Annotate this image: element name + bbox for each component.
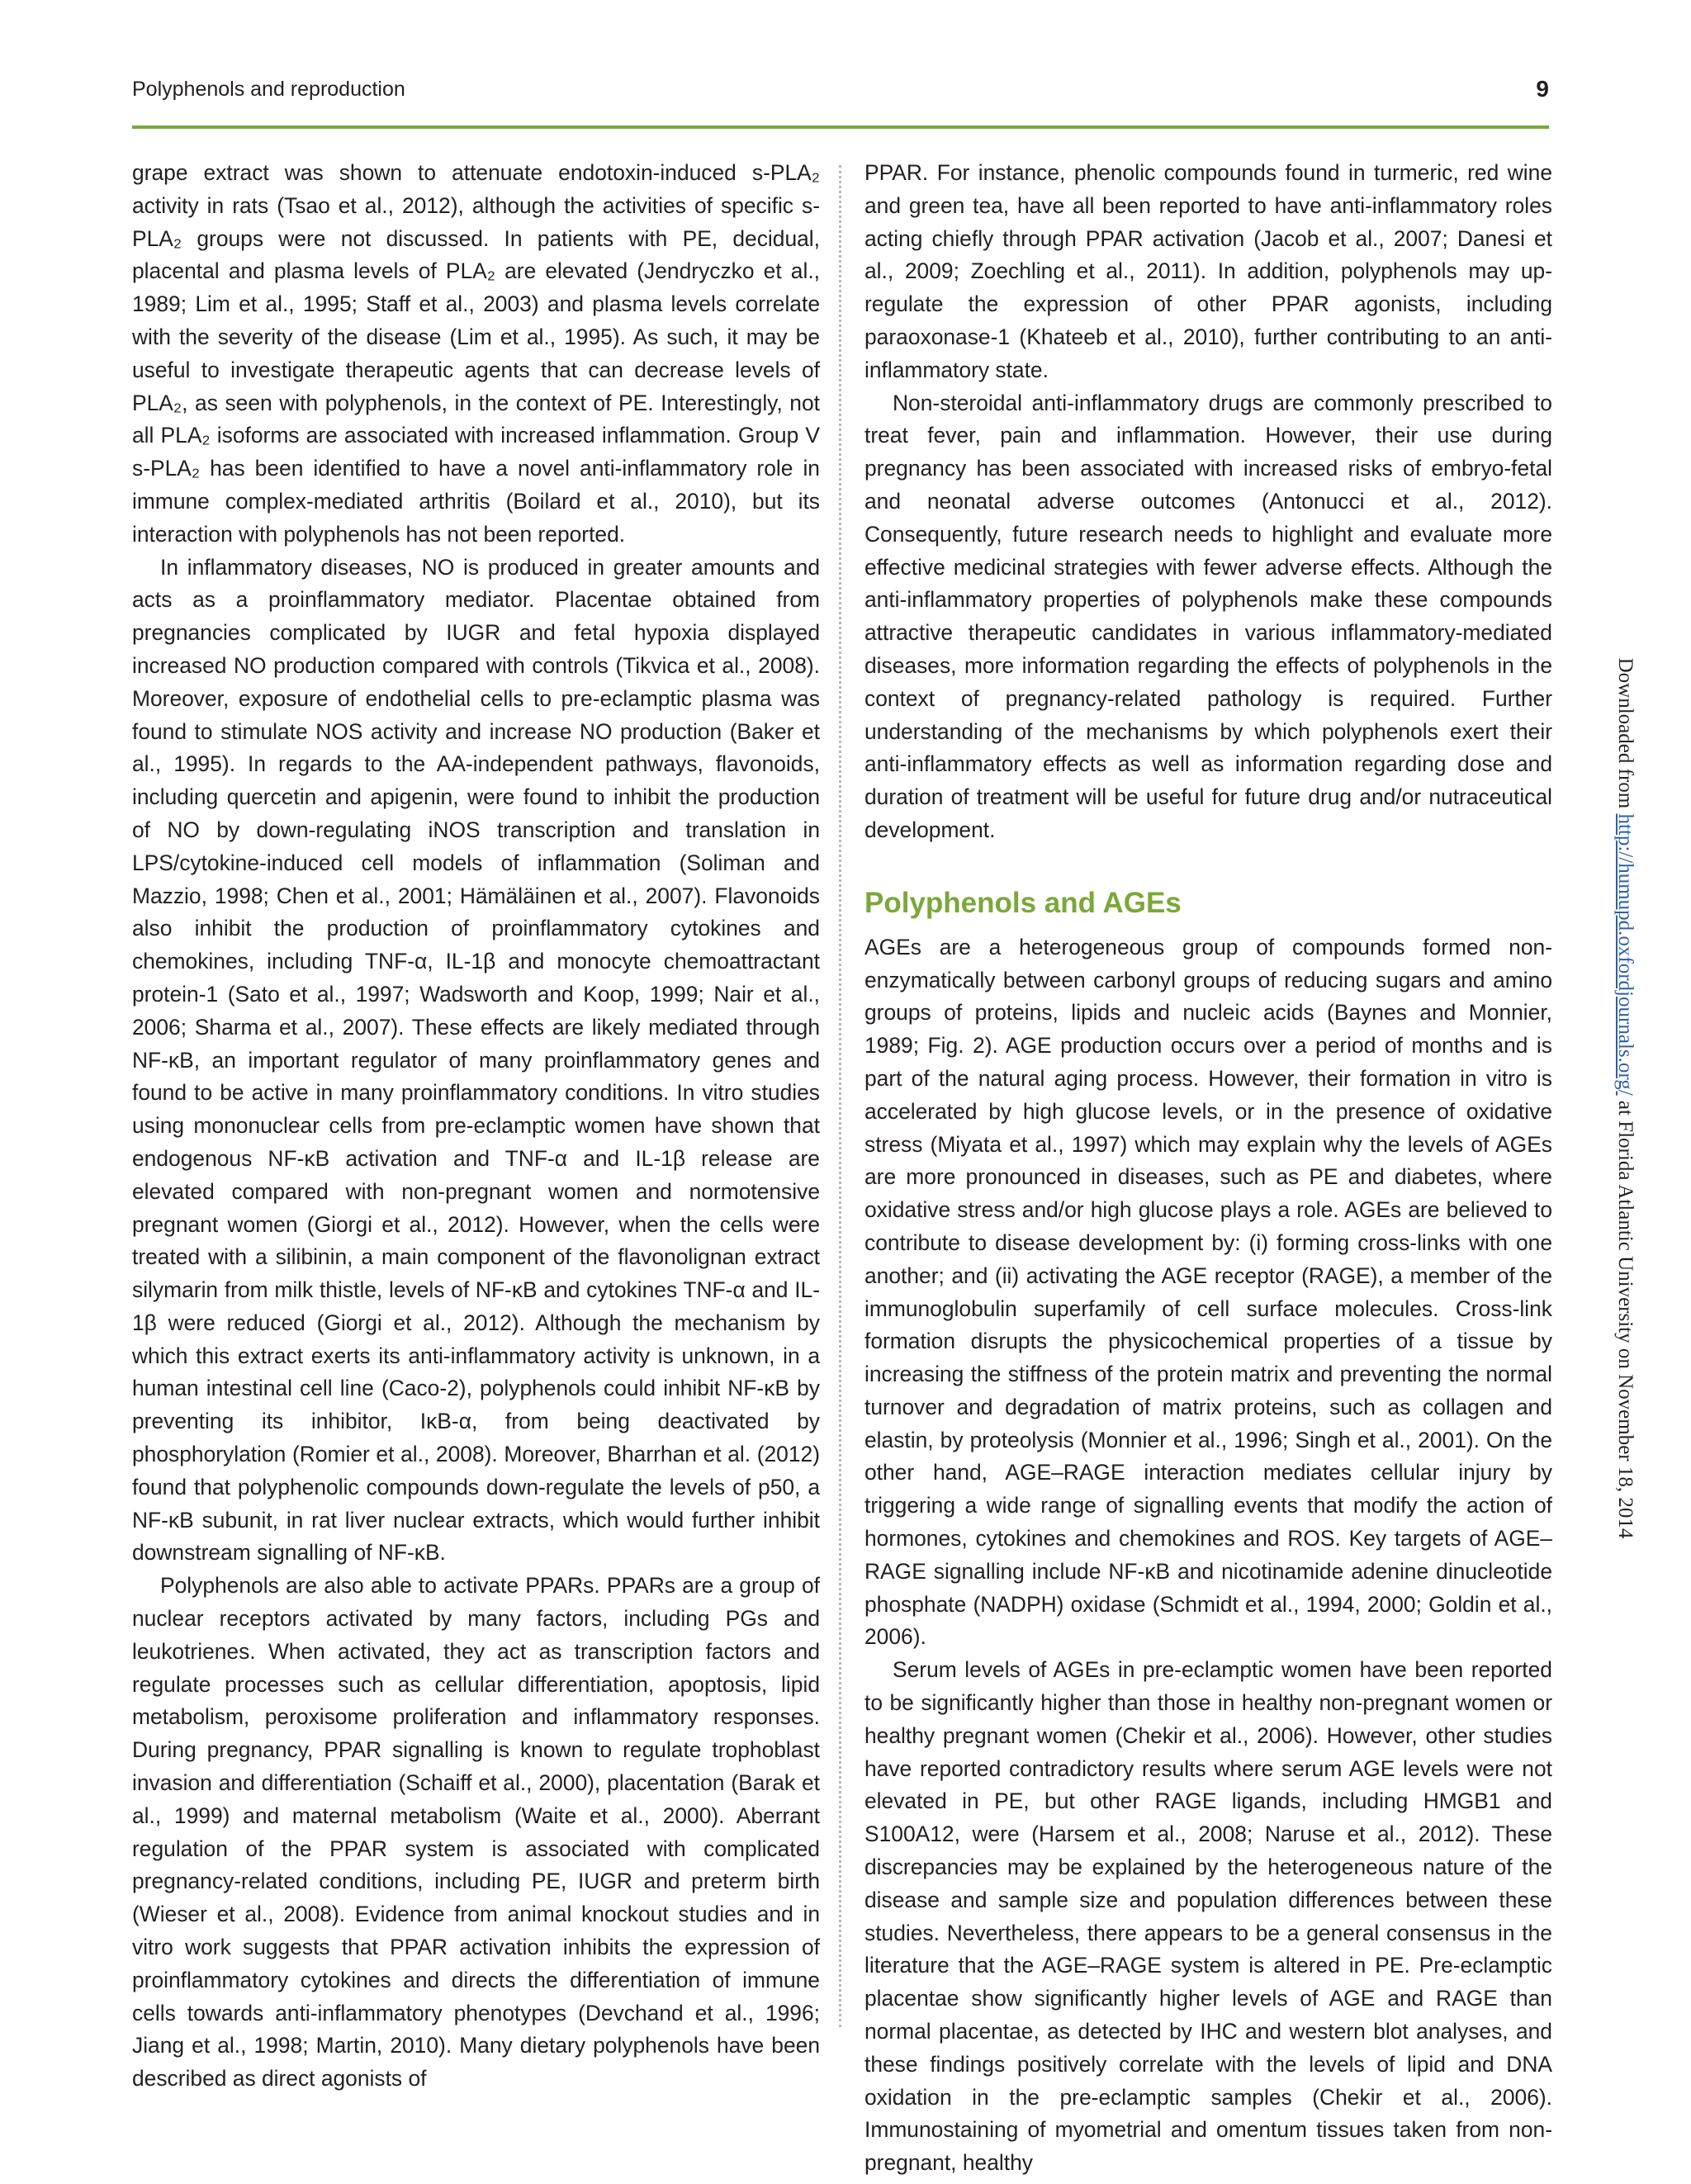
left-column (132, 157, 820, 2096)
left-paragraph-3: Polyphenols are also able to activate PPARs. PPARs are a group of nuclear receptors activated by many factors, including PGs and leukotrienes. When activated, they act as transcription factors and regulate processes such as cellular differentiation, apoptosis, lipid metabolism, peroxisome proliferation and inflammatory responses. During pregnancy, PPAR signalling is known to regulate trophoblast invasion and differentiation (Schaiff et al., 2000), placentation (Barak et al., 1999) and maternal metabolism (Waite et al., 2000). Aberrant regulation of the PPAR system is associated with complicated pregnancy-related conditions, including PE, IUGR and preterm birth (Wieser et al., 2008). Evidence from animal knockout studies and in vitro work suggests that PPAR activation inhibits the expression of proinflammatory cytokines and directs the differentiation of immune cells towards anti-inflammatory phenotypes (Devchand et al., 1996; Jiang et al., 1998; Martin, 2010). Many dietary polyphenols have been described as direct agonists of (132, 1573, 820, 2092)
right-paragraph-4: Serum levels of AGEs in pre-eclamptic women have been reported to be significantly higher than those in healthy non-pregnant women or healthy pregnant women (Chekir et al., 2006). However, other studies have reported contradictory results where serum AGE levels were not elevated in PE, but other RAGE ligands, including HMGB1 and S100A12, were (Harsem et al., 2008; Naruse et al., 2012). These discrepancies may be explained by the heterogeneous nature of the disease and sample size and population differences between these studies. Nevertheless, there appears to be a general consensus in the literature that the AGE–RAGE system is altered in PE. Pre-eclamptic placentae show significantly higher levels of AGE and RAGE than normal placentae, as detected by IHC and western blot analyses, and these findings positively correlate with the levels of lipid and DNA oxidation in the pre-eclamptic samples (Chekir et al., 2006). Immunostaining of myometrial and omentum tissues taken from non-pregnant, healthy (864, 1657, 1552, 2176)
column-divider (839, 165, 841, 2027)
page-number: 9 (1536, 76, 1549, 102)
download-notice-prefix: Downloaded from (1614, 657, 1637, 814)
left-paragraph-1: grape extract was shown to attenuate endotoxin-induced s-PLA₂ activity in rats (Tsao et al., 2012), although the activities of specific s-PLA₂ groups were not discussed. In patients with PE, decidual, placental and plasma levels of PLA₂ are elevated (Jendryczko et al., 1989; Lim et al., 1995; Staff et al., 2003) and plasma levels correlate with the severity of the disease (Lim et al., 1995). As such, it may be useful to investigate therapeutic agents that can decrease levels of PLA₂, as seen with polyphenols, in the context of PE. Interestingly, not all PLA₂ isoforms are associated with increased inflammation. Group V s-PLA₂ has been identified to have a novel anti-inflammatory role in immune complex-mediated arthritis (Boilard et al., 2010), but its interaction with polyphenols has not been reported. (132, 160, 820, 547)
right-column (864, 157, 1552, 2180)
right-paragraph-2: Non-steroidal anti-inflammatory drugs are commonly prescribed to treat fever, pain and inflammation. However, their use during pregnancy has been associated with increased risks of embryo-fetal and neonatal adverse outcomes (Antonucci et al., 2012). Consequently, future research needs to highlight and evaluate more effective medicinal strategies with fewer adverse effects. Although the anti-inflammatory properties of polyphenols make these compounds attractive therapeutic candidates in various inflammatory-mediated diseases, more information regarding the effects of polyphenols in the context of pregnancy-related pathology is required. Further understanding of the mechanisms by which polyphenols exert their anti-inflammatory effects as well as information regarding dose and duration of treatment will be useful for future drug and/or nutraceutical development. (864, 390, 1552, 842)
section-heading: Polyphenols and AGEs (864, 886, 1182, 919)
page-header (132, 76, 1549, 129)
download-url-link[interactable]: http://humupd.oxfordjournals.org/ (1614, 813, 1637, 1096)
download-notice-suffix: at Florida Atlantic University on November 18, 2014 (1614, 1095, 1637, 1539)
running-title: Polyphenols and reproduction (132, 78, 405, 101)
right-paragraph-3: AGEs are a heterogeneous group of compounds formed non-enzymatically between carbonyl groups of reducing sugars and amino groups of proteins, lipids and nucleic acids (Baynes and Monnier, 1989; Fig. 2). AGE production occurs over a period of months and is part of the natural aging process. However, their formation in vitro is accelerated by high glucose levels, or in the presence of oxidative stress (Miyata et al., 1997) which may explain why the levels of AGEs are more pronounced in diseases, such as PE and diabetes, where oxidative stress and/or high glucose plays a role. AGEs are believed to contribute to disease development by: (i) forming cross-links with one another; and (ii) activating the AGE receptor (RAGE), a member of the immunoglobulin superfamily of cell surface molecules. Cross-link formation disrupts the physicochemical properties of a tissue by increasing the stiffness of the protein matrix and preventing the normal turnover and degradation of matrix proteins, such as collagen and elastin, by proteolysis (Monnier et al., 1996; Singh et al., 2001). On the other hand, AGE–RAGE interaction mediates cellular injury by triggering a wide range of signalling events that modify the action of hormones, cytokines and chemokines and ROS. Key targets of AGE–RAGE signalling include NF-κB and nicotinamide adenine dinucleotide phosphate (NADPH) oxidase (Schmidt et al., 1994, 2000; Goldin et al., 2006). (864, 934, 1552, 1650)
right-paragraph-1: PPAR. For instance, phenolic compounds found in turmeric, red wine and green tea, have all been reported to have anti-inflammatory roles acting chiefly through PPAR activation (Jacob et al., 2007; Danesi et al., 2009; Zoechling et al., 2011). In addition, polyphenols may up-regulate the expression of other PPAR agonists, including paraoxonase-1 (Khateeb et al., 2010), further contributing to an anti-inflammatory state. (864, 160, 1552, 382)
download-notice (1608, 570, 1641, 1627)
left-paragraph-2: In inflammatory diseases, NO is produced in greater amounts and acts as a proinflammatory mediator. Placentae obtained from pregnancies complicated by IUGR and fetal hypoxia displayed increased NO production compared with controls (Tikvica et al., 2008). Moreover, exposure of endothelial cells to pre-eclamptic plasma was found to stimulate NOS activity and increase NO production (Baker et al., 1995). In regards to the AA-independent pathways, flavonoids, including quercetin and apigenin, were found to inhibit the production of NO by down-regulating iNOS transcription and translation in LPS/cytokine-induced cell models of inflammation (Soliman and Mazzio, 1998; Chen et al., 2001; Hämäläinen et al., 2007). Flavonoids also inhibit the production of proinflammatory cytokines and chemokines, including TNF-α, IL-1β and monocyte chemoattractant protein-1 (Sato et al., 1997; Wadsworth and Koop, 1999; Nair et al., 2006; Sharma et al., 2007). These effects are likely mediated through NF-κB, an important regulator of many proinflammatory genes and found to be active in many proinflammatory conditions. In vitro studies using mononuclear cells from pre-eclamptic women have shown that endogenous NF-κB activation and TNF-α and IL-1β release are elevated compared with non-pregnant women and normotensive pregnant women (Giorgi et al., 2012). However, when the cells were treated with a silibinin, a main component of the flavonolignan extract silymarin from milk thistle, levels of NF-κB and cytokines TNF-α and IL-1β were reduced (Giorgi et al., 2012). Although the mechanism by which this extract exerts its anti-inflammatory activity is unknown, in a human intestinal cell line (Caco-2), polyphenols could inhibit NF-κB by preventing its inhibitor, IκB-α, from being deactivated by phosphorylation (Romier et al., 2008). Moreover, Bharrhan et al. (2012) found that polyphenolic compounds down-regulate the levels of p50, a NF-κB subunit, in rat liver nuclear extracts, which would further inhibit downstream signalling of NF-κB. (132, 554, 820, 1566)
